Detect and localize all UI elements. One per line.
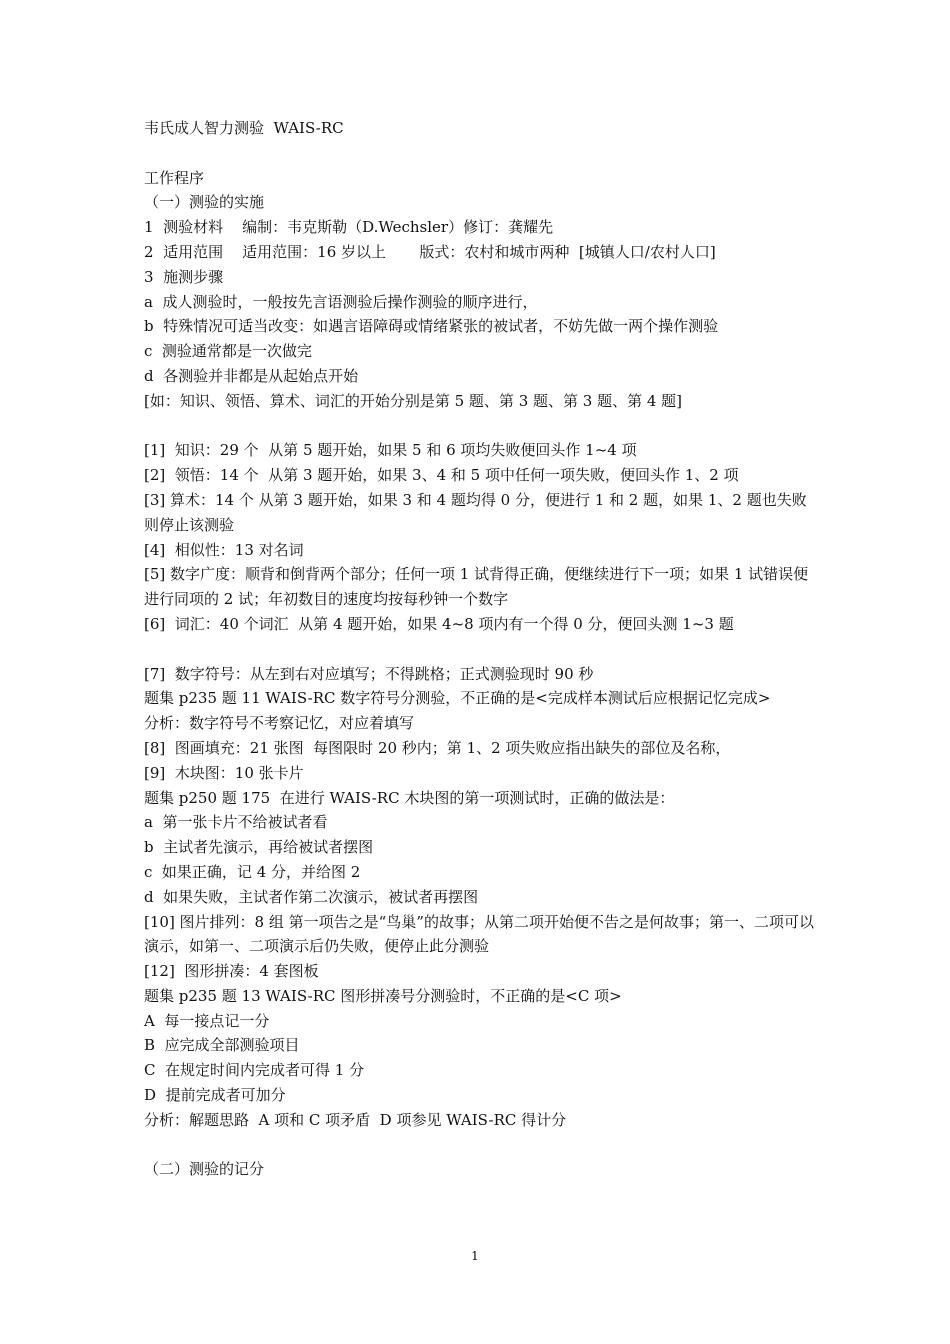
verbal-test-comprehension: [2] 领悟：14 个 从第 3 题开始，如果 3、4 和 5 项中任何一项失败，便回头作 1、2 项 <box>144 466 739 485</box>
procedure-step-a: a 成人测验时，一般按先言语测验后操作测验的顺序进行， <box>144 292 538 311</box>
question-p250-175-option-c: c 如果正确，记 4 分，并给图 2 <box>144 862 361 881</box>
question-p250-175-option-d: d 如果失败，主试者作第二次演示，被试者再摆图 <box>144 887 479 906</box>
section-heading: 工作程序 <box>144 168 205 187</box>
question-p235-11-analysis: 分析：数字符号不考察记忆，对应着填写 <box>144 714 415 733</box>
performance-test-picture-arrangement: [10] 图片排列：8 组 第一项告之是“鸟巢”的故事；从第二项开始便不告之是何故事；第一、二项可以演示，如第一、二项演示后仍失败，便停止此分测验 <box>144 912 814 956</box>
procedure-step-d: d 各测验并非都是从起始点开始 <box>144 366 359 385</box>
blank-line <box>144 1133 814 1158</box>
blank-line <box>144 414 814 439</box>
verbal-test-information: [1] 知识：29 个 从第 5 题开始，如果 5 和 6 项均失败便回头作 1~4 项 <box>144 441 637 460</box>
procedure-steps-heading: 3 施测步骤 <box>144 267 224 286</box>
question-p235-13-option-b: B 应完成全部测验项目 <box>144 1036 300 1055</box>
question-p235-13-option-a: A 每一接点记一分 <box>144 1011 270 1030</box>
procedure-step-c: c 测验通常都是一次做完 <box>144 342 312 361</box>
question-p235-13-option-d: D 提前完成者可加分 <box>144 1086 286 1105</box>
performance-test-object-assembly: [12] 图形拼凑：4 套图板 <box>144 962 319 981</box>
question-p235-13-option-c: C 在规定时间内完成者可得 1 分 <box>144 1061 365 1080</box>
verbal-test-digit-span: [5] 数字广度：顺背和倒背两个部分；任何一项 1 试背得正确，便继续进行下一项；如果 1 试错误便进行同项的 2 试；年初数目的速度均按每秒钟一个数字 <box>144 565 809 609</box>
performance-test-digit-symbol: [7] 数字符号：从左到右对应填写；不得跳格；正式测验现时 90 秒 <box>144 664 594 683</box>
document-title: 韦氏成人智力测验 WAIS-RC <box>144 119 344 137</box>
document-body <box>144 116 814 1182</box>
performance-test-block-design: [9] 木块图：10 张卡片 <box>144 763 304 782</box>
performance-test-picture-completion: [8] 图画填充：21 张图 每图限时 20 秒内；第 1、2 项失败应指出缺失的部位及名称， <box>144 738 731 757</box>
page-number: 1 <box>471 1249 479 1263</box>
question-p235-13: 题集 p235 题 13 WAIS-RC 图形拼凑号分测验时，不正确的是<C 项> <box>144 986 622 1005</box>
start-points-example: [如：知识、领悟、算术、词汇的开始分别是第 5 题、第 3 题、第 3 题、第 4 题] <box>144 391 683 410</box>
verbal-test-vocabulary: [6] 词汇：40 个词汇 从第 4 题开始，如果 4~8 项内有一个得 0 分，便回头测 1~3 题 <box>144 614 734 633</box>
application-scope-line: 2 适用范围 适用范围：16 岁以上 版式：农村和城市两种 [城镇人口/农村人口] <box>144 242 716 261</box>
blank-line <box>144 141 814 166</box>
question-p250-175-option-a: a 第一张卡片不给被试者看 <box>144 813 328 832</box>
verbal-test-arithmetic: [3] 算术：14 个 从第 3 题开始，如果 3 和 4 题均得 0 分，便进行 1 和 2 题，如果 1、2 题也失败则停止该测验 <box>144 490 807 534</box>
test-materials-line: 1 测验材料 编制：韦克斯勒（D.Wechsler）修订：龚耀先 <box>144 218 554 237</box>
verbal-test-similarities: [4] 相似性：13 对名词 <box>144 540 304 559</box>
blank-line <box>144 637 814 662</box>
question-p250-175-option-b: b 主试者先演示，再给被试者摆图 <box>144 838 374 857</box>
question-p235-11: 题集 p235 题 11 WAIS-RC 数字符号分测验，不正确的是<完成样本测试后应根据记忆完成> <box>144 689 771 708</box>
subsection-heading-administration: （一）测验的实施 <box>144 193 265 212</box>
question-p250-175: 题集 p250 题 175 在进行 WAIS-RC 木块图的第一项测试时，正确的做法是： <box>144 788 675 807</box>
procedure-step-b: b 特殊情况可适当改变：如遇言语障碍或情绪紧张的被试者，不妨先做一两个操作测验 <box>144 317 719 336</box>
subsection-heading-scoring: （二）测验的记分 <box>144 1160 265 1179</box>
question-p235-13-analysis: 分析：解题思路 A 项和 C 项矛盾 D 项参见 WAIS-RC 得计分 <box>144 1110 567 1129</box>
